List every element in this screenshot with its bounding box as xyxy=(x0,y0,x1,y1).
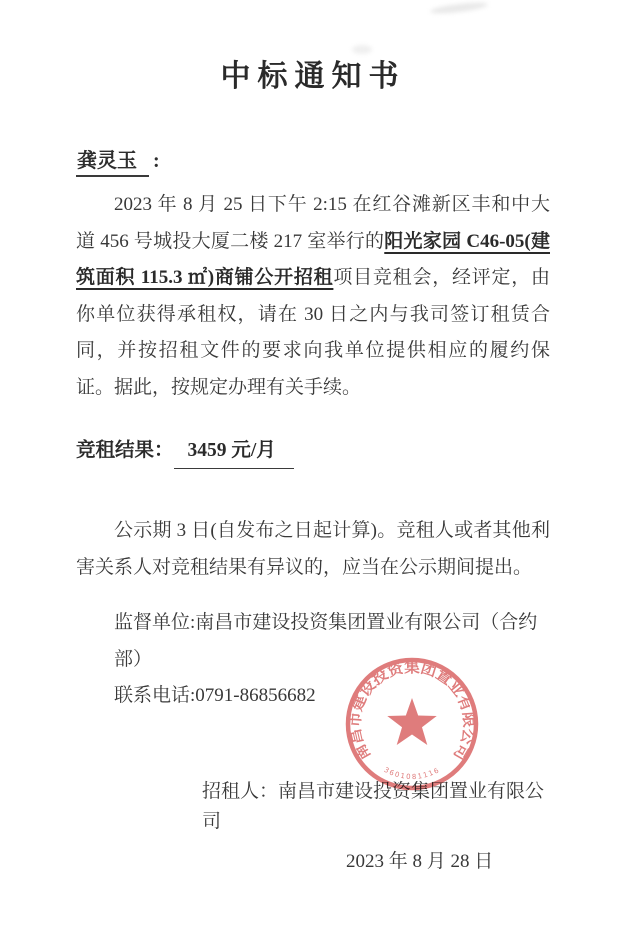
recipient-name: 龚灵玉 xyxy=(76,148,149,177)
seal-serial-digits: 3601081116 xyxy=(382,765,442,782)
scan-artifact xyxy=(352,45,372,54)
scan-artifact xyxy=(430,0,489,15)
seal-company-arc: 南昌市建设投资集团置业有限公司 xyxy=(346,658,478,764)
phone-line: 联系电话:0791-86856682 xyxy=(114,685,316,706)
bid-result-line xyxy=(76,436,550,469)
body-paragraph xyxy=(76,187,550,406)
public-notice-paragraph: 公示期 3 日(自发布之日起计算)。竞租人或者其他利害关系人对竞租结果有异议的，应当在公示期间提出。 xyxy=(76,520,550,578)
signature-date: 2023 年 8 月 28 日 xyxy=(346,850,494,872)
recipient-colon: : xyxy=(153,150,160,172)
supervisor-line: 监督单位:南昌市建设投资集团置业有限公司（合约部） xyxy=(114,612,538,670)
project-name-emphasis: 阳光家园 C46-05(建筑面积 115.3 ㎡)商铺公开招租 xyxy=(76,230,550,288)
document-title: 中标通知书 xyxy=(220,60,406,93)
seal-star-icon xyxy=(387,698,436,745)
lessor-line: 招租人：南昌市建设投资集团置业有限公司 xyxy=(202,780,545,832)
company-seal-stamp xyxy=(341,653,483,795)
bid-result-label: 竞租结果： xyxy=(76,440,174,461)
body-intro-text: 2023 年 8 月 25 日下午 2:15 在红谷滩新区丰和中大道 456 号城投大厦二楼 217 室举行的 xyxy=(76,194,550,252)
body-rest-text: 项目竞租会，经评定，由你单位获得承租权，请在 30 日之内与我司签订租赁合同，并按招租文件的要求向我单位提供相应的履约保证。据此，按规定办理有关手续。 xyxy=(76,267,550,398)
recipient-line xyxy=(76,148,550,177)
bid-result-value: 3459 元/月 xyxy=(174,436,294,469)
